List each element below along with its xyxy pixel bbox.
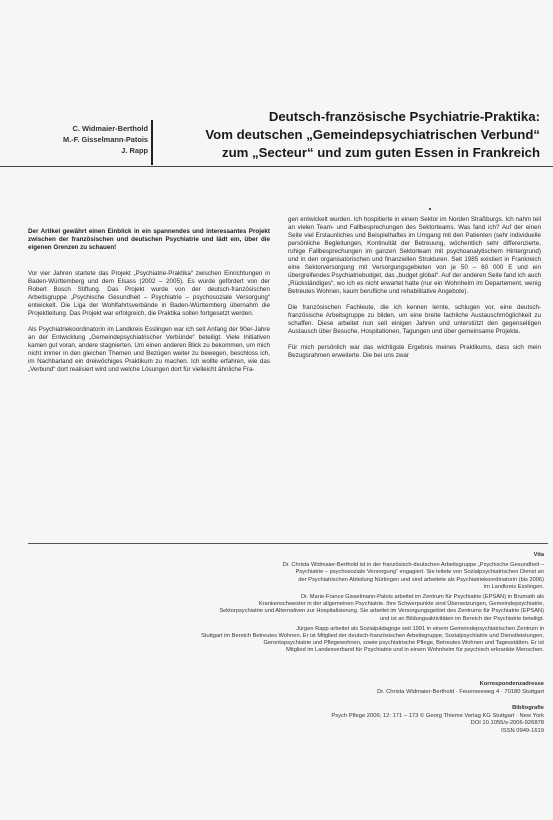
body-paragraph: Als Psychiatriekoordinatorin im Landkreis Esslingen war ich seit Anfang der 90er-Jahre an der Entwicklung „Gemeindepsychiatrischer Verbünde“ beteiligt. Viele Initiativen kamen gut voran, andere stagnierten. Um einen anderen Blick zu bekommen, um mich nicht immer in den gleichen Themen und Bezügen weiter zu bewegen, beschloss ich, im Nachbarland ein dreiwöchiges Praktikum zu machen. Ich wollte erfahren, wie das „Verbund“ dort realisiert wird und welche Lösungen dort für vielleicht ähnliche Fra- [28, 326, 270, 374]
title-line: Vom deutschen „Gemeindepsychiatrischen Verbund“ [205, 127, 540, 142]
body-paragraph: Die französischen Fachleute, die ich kennen lernte, schlugen vor, eine deutsch-französische Arbeitsgruppe zu bilden, um eine breite fachliche Austauschmöglichkeit zu schaffen. Diese arbeitet nun seit einigen Jahren und unterstützt den gegenseitigen Austausch über Besuche, Hospitationen, Tagungen und über gemeinsame Projekte. [288, 304, 541, 336]
footer-rule [28, 543, 548, 544]
scan-speck [429, 208, 431, 210]
title-line: zum „Secteur“ und zum guten Essen in Frankreich [221, 145, 540, 160]
vita-line: im Landkreis Esslingen. [483, 583, 544, 590]
correspondence-line: Dr. Christa Widmaier-Berthold · Feuerseeweg 4 · 70180 Stuttgart [377, 688, 544, 695]
vita-line: Stuttgart im Bereich Betreutes Wohnen. Er ist Mitglied der deutsch-französischen Arbeitsgruppe, Sozialpsychiatrie und Dienstleistungen, [201, 633, 544, 640]
body-paragraph: gen entwickelt wurden. Ich hospitierte in einem Sektor im Norden Straßburgs. Ich nahm teil an vielen Team- und Fallbesprechungen des Sektorteams. Was fand ich? Auf der einen Seite viel Erstaunliches und Beispielhaftes im Umgang mit den Patienten (sehr individuelle persönliche Begleitungen, Kontinuität der Betreuung, wöchentlich sehr differenzierte, ruhige Fallbesprechungen im ganzen Sektorteam mit psychoanalytischem Hintergrund) und in den organisatorischen und finanziellen Strukturen. Seit 1985 existiert in Frankreich eine Sektorversorgung mit Versorgungsgebieten von je 50 – 60 000 E und ein übergreifendes Psychiatriebudget, das „budget global“. Auf der anderen Seite fand ich auch „Rückständiges“, wo ich es nicht erwartet hatte (nur ein Wohnheim im Departement, wenig Betreutes Wohnen, kaum berufliche und rehabilitative Angebote). [288, 216, 541, 296]
vita-line: Dr. Christa Widmaier-Berthold ist in der französisch-deutschen Arbeitsgruppe „Psychische Gesundheit – [282, 562, 544, 569]
body-paragraph: Für mich persönlich war das wichtigste Ergebnis meines Praktikums, dass sich mein Bezugsrahmen erweiterte. Die bei uns zwar [288, 343, 541, 359]
title-line: Deutsch-französische Psychiatrie-Praktika: [268, 109, 540, 124]
author-name: J. Rapp [121, 145, 148, 155]
vita-line: Psychiatrie – psychosoziale Versorgung“ engagiert. Sie leitete von Sozialpsychiatrischen Dienst an [295, 569, 544, 576]
vita-heading: Vita [533, 552, 544, 558]
vita-paragraph [60, 626, 544, 655]
vita-paragraph [60, 594, 544, 623]
correspondence-heading: Korrespondenzadresse [479, 681, 544, 687]
bibliography [200, 705, 544, 735]
abstract: Der Artikel gewährt einen Einblick in ein spannendes und interessantes Projekt zwischen der französischen und deutschen Psychiatrie und lädt ein, über die eigenen Grenzen zu schauen! [28, 228, 270, 252]
author-list [52, 124, 148, 156]
left-column [28, 228, 270, 382]
author-name: C. Widmaier-Berthold [72, 124, 148, 133]
header-rule [0, 166, 553, 167]
vita-line: Mitglied im Landesverband für Psychiatrie und in einem Wohnheim für psychisch erkrankte Menschen. [286, 647, 544, 654]
body-paragraph: Vor vier Jahren startete das Projekt „Psychiatrie-Praktika“ zwischen Einrichtungen in Baden-Württemberg und dem Elsass (2002 – 2005). Es wurde gefördert von der Robert Bosch Stiftung. Das Projekt wurde von der deutsch-französischen Arbeitsgruppe „Psychische Gesundheit – Psychiatrie – psychosoziale Versorgung“ entwickelt. Die Liga der Wohlfahrtsverbände in Baden-Württemberg übernahm die Projektleitung. Das Projekt war erfolgreich, die Praktika sollen fortgesetzt werden. [28, 270, 270, 318]
bibliography-doi: DOI 10.1055/s-2006-926878 [470, 720, 544, 727]
vita-line: Jürgen Rapp arbeitet als Sozialpädagoge seit 1991 in einem Gemeindepsychiatrischen Zentrum in [296, 625, 544, 632]
vita-line: Gerontopsychiatrie und Pflegewohnen, sowie psychiatrische Pflege, Betreutes Wohnen und Tagesstätten. Er ist [263, 640, 544, 647]
vita-line: der Psychiatrischen Abteilung Nürtingen und sind arbeitete als Psychiatriekoordinatorin (bis 2006) [298, 576, 544, 583]
vita-line: und ist an Bildungsaktivitäten im Bereich der Psychiatrie beteiligt. [379, 615, 544, 622]
vita-line: Krankenschwester in der allgemeinen Psychiatrie. Ihre Schwerpunkte sind Übersetzungen, Gemeindepsychiatrie, [258, 601, 544, 608]
bibliography-citation: Psych Pflege 2006; 12: 171 – 173 © Georg Thieme Verlag KG Stuttgart · New York [331, 712, 544, 719]
right-column [288, 216, 541, 368]
vita-line: Dr. Marie-France Gisselmann-Patois arbeitet im Zentrum für Psychiatrie (EPSAN) in Brumath als [300, 594, 544, 601]
article-title [170, 108, 540, 162]
author-vita [60, 552, 544, 658]
vita-line: Sektorpsychiatrie und Alternativen zur Hospitalisierung. Sie arbeitet im Versorgungsgebiet des Zentrums für Psychiatrie (EPSAN) [219, 608, 544, 615]
author-divider [151, 120, 153, 165]
bibliography-heading: Bibliografie [512, 705, 544, 711]
vita-paragraph [60, 562, 544, 591]
bibliography-issn: ISSN 0949-1619 [501, 727, 544, 734]
author-name: M.-F. Gisselmann-Patois [62, 134, 148, 144]
correspondence-address [200, 681, 544, 696]
